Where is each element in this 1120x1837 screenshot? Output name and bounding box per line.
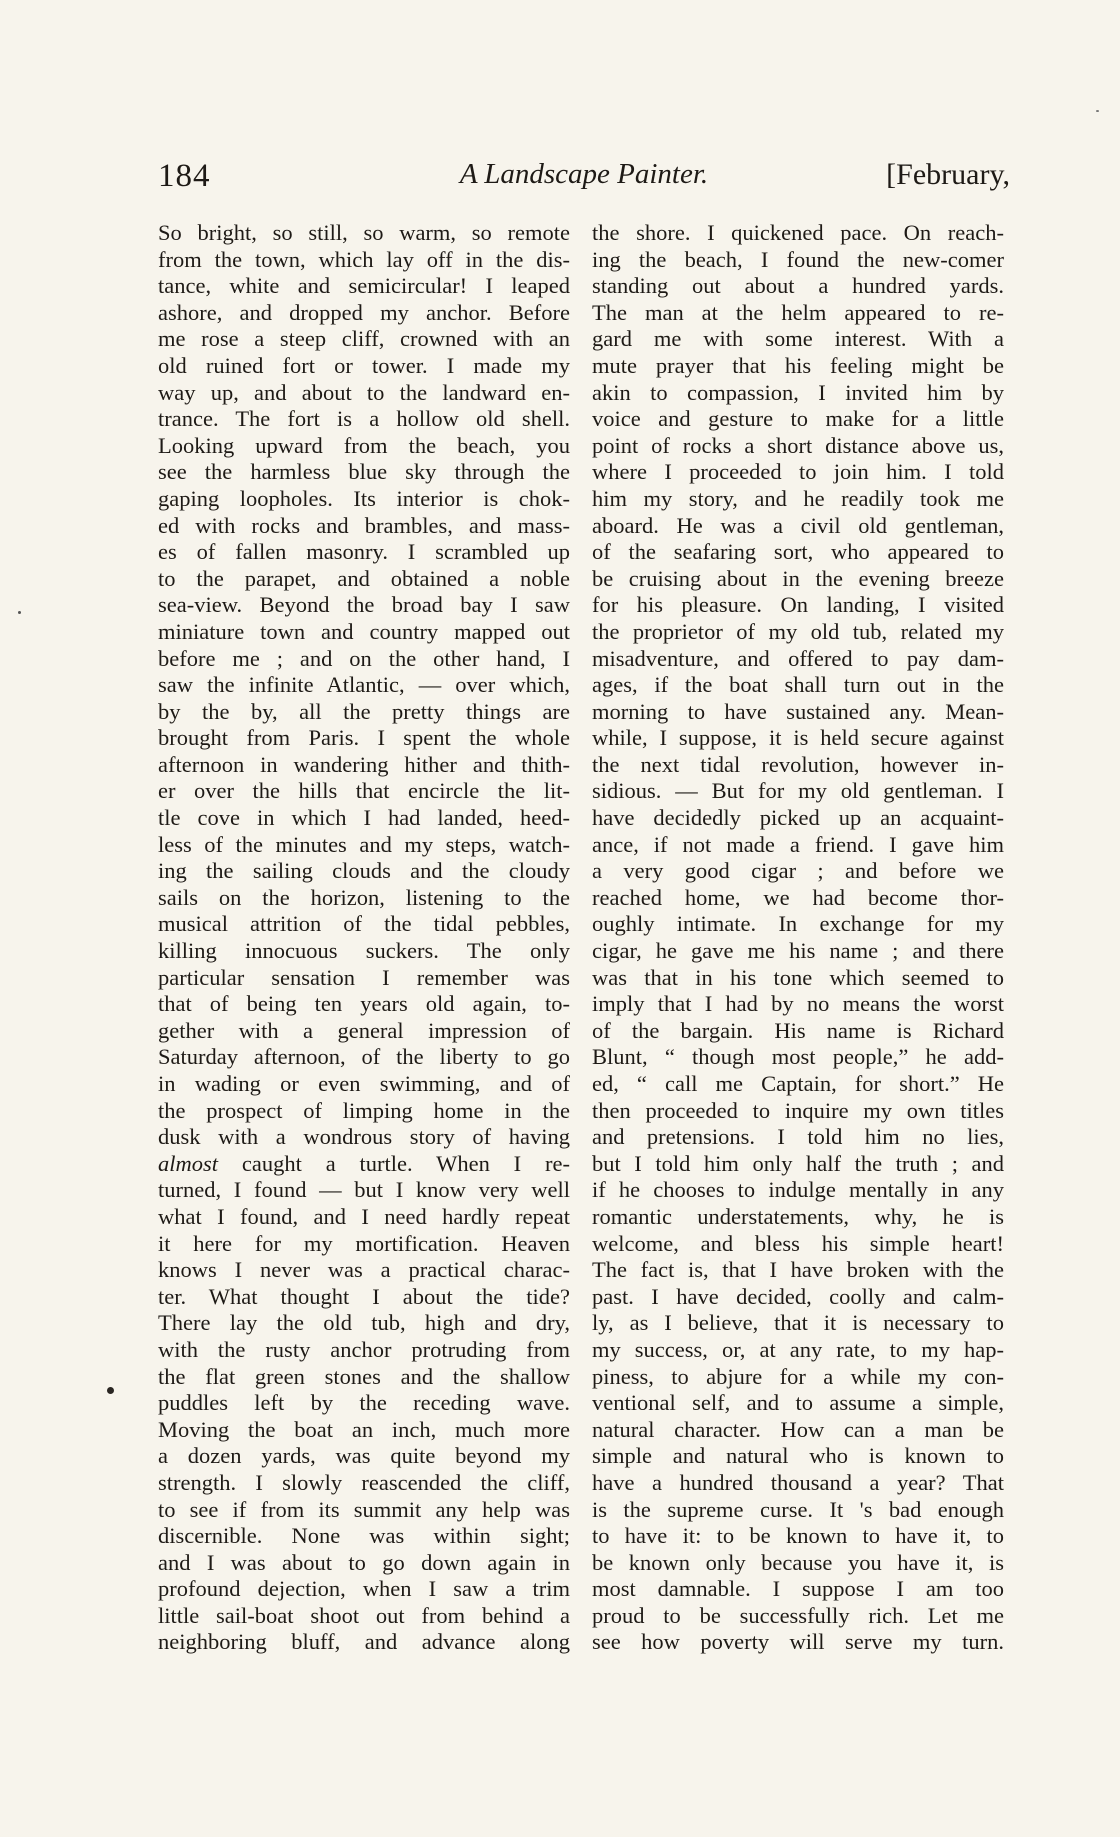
text-line: Saturday afternoon, of the liberty to go — [158, 1044, 570, 1070]
text-line: standing out about a hundred yards. — [592, 273, 1004, 299]
text-line: the next tidal revolution, however in- — [592, 751, 1004, 777]
text-line: voice and gesture to make for a little — [592, 406, 1004, 432]
text-line: miniature town and country mapped out — [158, 618, 570, 644]
left-text-column — [158, 220, 570, 1656]
text-line: So bright, so still, so warm, so remote — [158, 220, 570, 245]
text-line: ance, if not made a friend. I gave him — [592, 831, 1004, 857]
text-line: ashore, and dropped my anchor. Before — [158, 299, 570, 325]
text-line: profound dejection, when I saw a trim — [158, 1576, 570, 1602]
text-line: from the town, which lay off in the dis- — [158, 246, 570, 272]
text-line: and pretensions. I told him no lies, — [592, 1124, 1004, 1150]
text-line: ventional self, and to assume a simple, — [592, 1390, 1004, 1416]
text-line: and I was about to go down again in — [158, 1549, 570, 1575]
text-line: morning to have sustained any. Mean- — [592, 698, 1004, 724]
text-line: akin to compassion, I invited him by — [592, 379, 1004, 405]
text-line: ter. What thought I about the tide? — [158, 1283, 570, 1309]
text-line: ed, “ call me Captain, for short.” He — [592, 1071, 1004, 1096]
text-line: trance. The fort is a hollow old shell. — [158, 406, 570, 432]
text-line: to see if from its summit any help was — [158, 1496, 570, 1522]
text-line: gether with a general impression of — [158, 1017, 570, 1043]
text-line: discernible. None was within sight; — [158, 1523, 570, 1549]
text-line: tance, white and semicircular! I leaped — [158, 273, 570, 299]
text-line: ing the beach, I found the new-comer — [592, 246, 1004, 272]
text-line: ly, as I believe, that it is necessary to — [592, 1310, 1004, 1336]
text-line: neighboring bluff, and advance along — [158, 1629, 570, 1655]
text-line: my success, or, at any rate, to my hap- — [592, 1336, 1004, 1362]
italic-word: almost — [158, 1150, 219, 1176]
text-line: in wading or even swimming, and of — [158, 1071, 570, 1096]
text-line: the shore. I quickened pace. On reach- — [592, 220, 1004, 245]
text-line: him my story, and he readily took me — [592, 485, 1004, 511]
text-line: point of rocks a short distance above us, — [592, 432, 1004, 458]
text-line: me rose a steep cliff, crowned with an — [158, 326, 570, 352]
text-line: strength. I slowly reascended the cliff, — [158, 1469, 570, 1495]
text-line: to the parapet, and obtained a noble — [158, 565, 570, 591]
text-line: old ruined fort or tower. I made my — [158, 352, 570, 378]
text-line: gaping loopholes. Its interior is chok- — [158, 485, 570, 511]
text-line: saw the infinite Atlantic, — over which, — [158, 672, 570, 698]
text-line: The fact is, that I have broken with the — [592, 1257, 1004, 1283]
text-line: imply that I had by no means the worst — [592, 991, 1004, 1017]
text-line: way up, and about to the landward en- — [158, 379, 570, 405]
text-line: afternoon in wandering hither and thith- — [158, 751, 570, 777]
text-line: ages, if the boat shall turn out in the — [592, 672, 1004, 698]
text-line: turned, I found — but I know very well — [158, 1177, 570, 1203]
text-line: a very good cigar ; and before we — [592, 858, 1004, 884]
text-line: the flat green stones and the shallow — [158, 1363, 570, 1389]
text-line: where I proceeded to join him. I told — [592, 459, 1004, 485]
text-line: sails on the horizon, listening to the — [158, 884, 570, 910]
text-line: for his pleasure. On landing, I visited — [592, 592, 1004, 618]
text-line: tle cove in which I had landed, heed- — [158, 805, 570, 831]
text-line: little sail-boat shoot out from behind a — [158, 1602, 570, 1628]
text-line: of the bargain. His name is Richard — [592, 1017, 1004, 1043]
text-line: welcome, and bless his simple heart! — [592, 1230, 1004, 1256]
text-line: with the rusty anchor protruding from — [158, 1336, 570, 1362]
ink-speck — [18, 611, 21, 614]
text-line: musical attrition of the tidal pebbles, — [158, 911, 570, 937]
text-line: by the by, all the pretty things are — [158, 698, 570, 724]
issue-month: [February, — [886, 158, 1010, 191]
text-line: es of fallen masonry. I scrambled up — [158, 539, 570, 565]
text-line: oughly intimate. In exchange for my — [592, 911, 1004, 937]
text-line: ing the sailing clouds and the cloudy — [158, 858, 570, 884]
text-line: particular sensation I remember was — [158, 964, 570, 990]
text-line: a dozen yards, was quite beyond my — [158, 1443, 570, 1469]
text-line: romantic understatements, why, he is — [592, 1203, 1004, 1229]
text-line: to have it: to be known to have it, to — [592, 1523, 1004, 1549]
text-line: cigar, he gave me his name ; and there — [592, 938, 1004, 964]
text-line: gard me with some interest. With a — [592, 326, 1004, 352]
text-line: killing innocuous suckers. The only — [158, 938, 570, 964]
text-line: er over the hills that encircle the lit- — [158, 778, 570, 804]
text-line: have decidedly picked up an acquaint- — [592, 805, 1004, 831]
text-line: it here for my mortification. Heaven — [158, 1230, 570, 1256]
text-line: be cruising about in the evening breeze — [592, 565, 1004, 591]
text-line: sea-view. Beyond the broad bay I saw — [158, 592, 570, 618]
text-line: misadventure, and offered to pay dam- — [592, 645, 1004, 671]
text-line: be known only because you have it, is — [592, 1549, 1004, 1575]
text-line: sidious. — But for my old gentleman. I — [592, 778, 1004, 804]
text-line: dusk with a wondrous story of having — [158, 1124, 570, 1150]
page-header — [158, 150, 1010, 200]
running-title: A Landscape Painter. — [459, 158, 709, 190]
text-line: before me ; and on the other hand, I — [158, 645, 570, 671]
text-line: ed with rocks and brambles, and mass- — [158, 512, 570, 538]
text-line: if he chooses to indulge mentally in any — [592, 1177, 1004, 1203]
text-line: that of being ten years old again, to- — [158, 991, 570, 1017]
text-line: but I told him only half the truth ; and — [592, 1150, 1004, 1176]
text-line: of the seafaring sort, who appeared to — [592, 539, 1004, 565]
text-line: see the harmless blue sky through the — [158, 459, 570, 485]
text-line: is the supreme curse. It 's bad enough — [592, 1496, 1004, 1522]
right-text-column — [592, 220, 1004, 1656]
text-line: simple and natural who is known to — [592, 1443, 1004, 1469]
text-line: The man at the helm appeared to re- — [592, 299, 1004, 325]
text-line: the prospect of limping home in the — [158, 1097, 570, 1123]
text-line: knows I never was a practical charac- — [158, 1257, 570, 1283]
text-line: was that in his tone which seemed to — [592, 964, 1004, 990]
text-line: Moving the boat an inch, much more — [158, 1416, 570, 1442]
text-line: then proceeded to inquire my own titles — [592, 1097, 1004, 1123]
text-line: Blunt, “ though most people,” he add- — [592, 1044, 1004, 1070]
text-line: less of the minutes and my steps, watch- — [158, 831, 570, 857]
text-line: see how poverty will serve my turn. — [592, 1629, 1004, 1655]
text-line: proud to be successfully rich. Let me — [592, 1602, 1004, 1628]
text-line: puddles left by the receding wave. — [158, 1390, 570, 1416]
text-line: mute prayer that his feeling might be — [592, 352, 1004, 378]
text-line: what I found, and I need hardly repeat — [158, 1203, 570, 1229]
text-line: past. I have decided, coolly and calm- — [592, 1283, 1004, 1309]
text-line: almost caught a turtle. When I re- — [158, 1150, 570, 1176]
text-line: aboard. He was a civil old gentleman, — [592, 512, 1004, 538]
text-line: brought from Paris. I spent the whole — [158, 725, 570, 751]
text-line: the proprietor of my old tub, related my — [592, 618, 1004, 644]
text-line: reached home, we had become thor- — [592, 884, 1004, 910]
text-line: Looking upward from the beach, you — [158, 432, 570, 458]
text-line: There lay the old tub, high and dry, — [158, 1310, 570, 1336]
text-line: natural character. How can a man be — [592, 1416, 1004, 1442]
text-line: piness, to abjure for a while my con- — [592, 1363, 1004, 1389]
ink-speck — [1096, 110, 1099, 112]
ink-dot — [107, 1387, 114, 1394]
page-number: 184 — [158, 158, 211, 194]
text-line: have a hundred thousand a year? That — [592, 1469, 1004, 1495]
text-line: while, I suppose, it is held secure against — [592, 725, 1004, 751]
text-line: most damnable. I suppose I am too — [592, 1576, 1004, 1602]
